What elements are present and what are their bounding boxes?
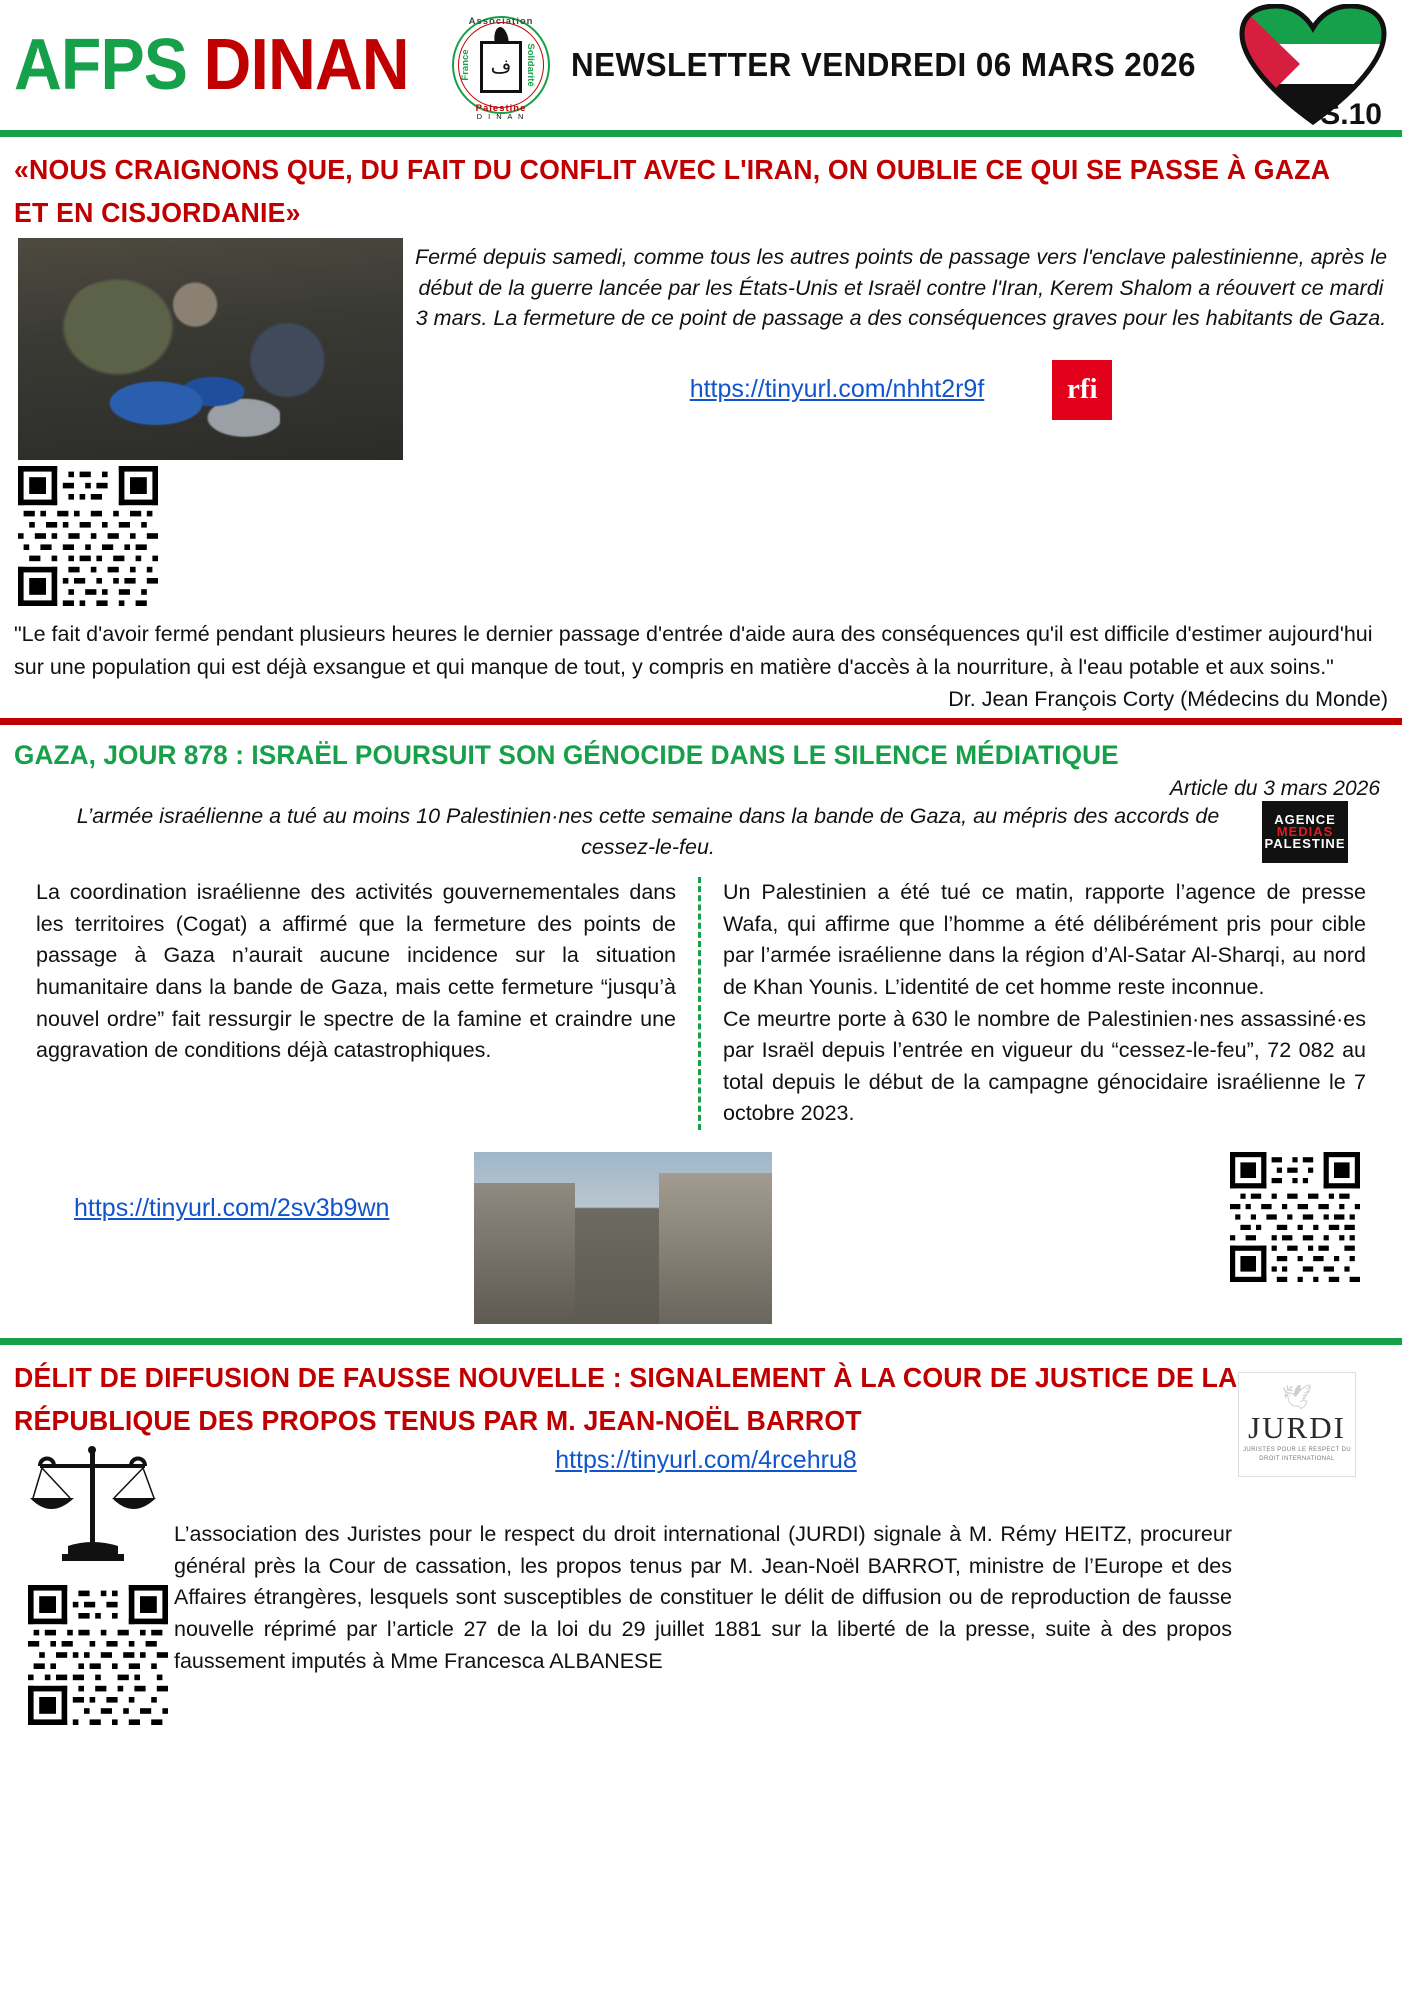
section-jurdi-barrot [0, 1345, 1402, 1725]
masthead [0, 0, 1402, 130]
scales-of-justice-icon [14, 1446, 164, 1725]
section-3-heading: DÉLIT DE DIFFUSION DE FAUSSE NOUVELLE : SIGNALEMENT À LA COUR DE JUSTICE DE LA RÉPUBLIQUE DES PROPOS TENUS PAR M. JEAN-NOËL BARROT [14, 1362, 1237, 1436]
section-1-link-row [414, 360, 1388, 420]
section-gaza-jour-878 [0, 735, 1402, 1324]
section-2-qr-wrap [1230, 1152, 1388, 1282]
section-2-article-date: Article du 3 mars 2026 [1169, 777, 1380, 801]
logo-top-text: Association [468, 16, 534, 27]
jurdi-dove-icon: 🕊 [1281, 1383, 1313, 1411]
issue-number: S.10 [1320, 98, 1382, 131]
scales-svg [28, 1446, 158, 1564]
amp-line-2: MEDIAS [1276, 824, 1334, 840]
qr-code-article-1[interactable] [18, 466, 158, 606]
section-2-link[interactable]: https://tinyurl.com/2sv3b9wn [74, 1194, 390, 1222]
gaza-aid-queue-photo [18, 238, 403, 460]
section-1-quote: "Le fait d'avoir fermé pendant plusieurs heures le dernier passage d'entrée d'aide aura des conséquences qu'il est difficile d'estimer aujourd'hui sur une population qui est déjà exsangue et qui manque de tout, y compris en matière d'accès à la nourriture, à l'eau potable et aux soins." [14, 622, 1373, 679]
logo-right-text: Solidarité [524, 43, 536, 87]
section-2-heading: GAZA, JOUR 878 : ISRAËL POURSUIT SON GÉNOCIDE DANS LE SILENCE MÉDIATIQUE [14, 739, 1119, 770]
brand-logotype [14, 25, 409, 105]
section-2-right-text-p1: Un Palestinien a été tué ce matin, rapporte l’agence de presse Wafa, qui affirme que l’homme a été délibérément pris pour cible par l’armée israélienne dans la région d’Al-Satar Al-Sharqi, au nord de Khan Younis. L’identité de cet homme reste inconnue. [723, 880, 1366, 1000]
section-1-qr-row [18, 466, 414, 606]
section-2-column-right [701, 877, 1388, 1130]
amp-line-3: PALESTINE [1264, 836, 1346, 852]
section-1-lead: Fermé depuis samedi, comme tous les autres points de passage vers l'enclave palestinienne, après le début de la guerre lancée par les États-Unis et Israël contre l'Iran, Kerem Shalom a réouvert ce mardi 3 mars. La fermeture de ce point de passage a des conséquences graves pour les habitants de Gaza. [414, 245, 1388, 331]
section-2-link-wrap [14, 1152, 474, 1223]
section-3-body-text: L’association des Juristes pour le respect du droit international (JURDI) signale à M. Rémy HEITZ, procureur général près la Cour de cassation, les propos tenus par M. Jean-Noël BARROT, ministre de l’Europe et des Affaires étrangères, lesquels sont susceptibles de constituer le délit de diffusion ou de reproduction de fausse nouvelle réprimé par l’article 27 de la loi du 29 juillet 1881 sur la liberté de la presse, suite à des propos faussement imputés à Mme Francesca ALBANESE [174, 1522, 1232, 1673]
header-green-rule [0, 130, 1402, 137]
logo-bottom-text: Palestine [475, 103, 527, 114]
rfi-logo-text: rfi [1067, 373, 1098, 406]
logo-arabic-calligraphy: ف [480, 41, 522, 93]
qr-code-article-3[interactable] [28, 1585, 168, 1725]
brand-dinan: DINAN [203, 25, 409, 105]
qr-code-article-2[interactable] [1230, 1152, 1360, 1282]
agence-medias-palestine-logo [1262, 801, 1348, 863]
section-1-link[interactable]: https://tinyurl.com/nhht2r9f [689, 375, 985, 404]
section-1-heading: «NOUS CRAIGNONS QUE, DU FAIT DU CONFLIT AVEC L'IRAN, ON OUBLIE CE QUI SE PASSE À GAZA ET EN CISJORDANIE» [14, 154, 1330, 228]
rfi-logo [1052, 360, 1112, 420]
section-1-right-col [414, 238, 1388, 420]
jurdi-logo-subtitle: JURISTES POUR LE RESPECT DU DROIT INTERNATIONAL [1242, 1446, 1352, 1462]
section-1-body [14, 238, 1388, 606]
section-2-lead: L’armée israélienne a tué au moins 10 Palestinien·nes cette semaine dans la bande de Gaza, au mépris des accords de cessez-le-feu. [76, 804, 1220, 859]
section-2-column-left [14, 877, 701, 1130]
section-2-lead-row [14, 801, 1388, 863]
afps-dinan-logo [449, 13, 553, 121]
section-1-left-col [14, 238, 414, 606]
section-2-columns [14, 877, 1388, 1130]
section-2-media-row [14, 1152, 1388, 1324]
newsletter-title: NEWSLETTER VENDREDI 06 MARS 2026 [571, 46, 1196, 83]
logo-city-text: D I N A N [476, 112, 526, 121]
section-iran-gaza [0, 149, 1402, 712]
palestine-heart-flag-icon [1238, 4, 1388, 131]
logo-left-text: France [460, 49, 472, 81]
jurdi-logo-text: JURDI [1248, 1409, 1346, 1445]
section-1-quote-attribution: Dr. Jean François Corty (Médecins du Monde) [948, 686, 1388, 711]
section-2-divider [0, 1338, 1402, 1345]
section-2-left-text: La coordination israélienne des activités gouvernementales dans les territoires (Cogat) a affirmé que la fermeture des points de passage à Gaza n’aurait aucune incidence sur la situation humanitaire dans la bande de Gaza, mais cette fermeture “jusqu’à nouvel ordre” fait ressurgir le spectre de la famine et craindre une aggravation de conditions déjà catastrophiques. [36, 880, 676, 1063]
section-3-link[interactable]: https://tinyurl.com/4rcehru8 [555, 1446, 857, 1475]
section-2-right-text-p2: Ce meurtre porte à 630 le nombre de Palestinien·nes assassiné·es par Israël depuis l’entrée en vigueur du “cessez-le-feu”, 72 082 au total depuis le début de la campagne génocidaire israélienne le 7 octobre 2023. [723, 1006, 1366, 1126]
gaza-destroyed-street-photo [474, 1152, 772, 1324]
brand-afps: AFPS [14, 25, 187, 105]
section-3-head-row [14, 1345, 1388, 1446]
section-1-divider [0, 718, 1402, 725]
amp-line-1: AGENCE [1274, 812, 1336, 828]
